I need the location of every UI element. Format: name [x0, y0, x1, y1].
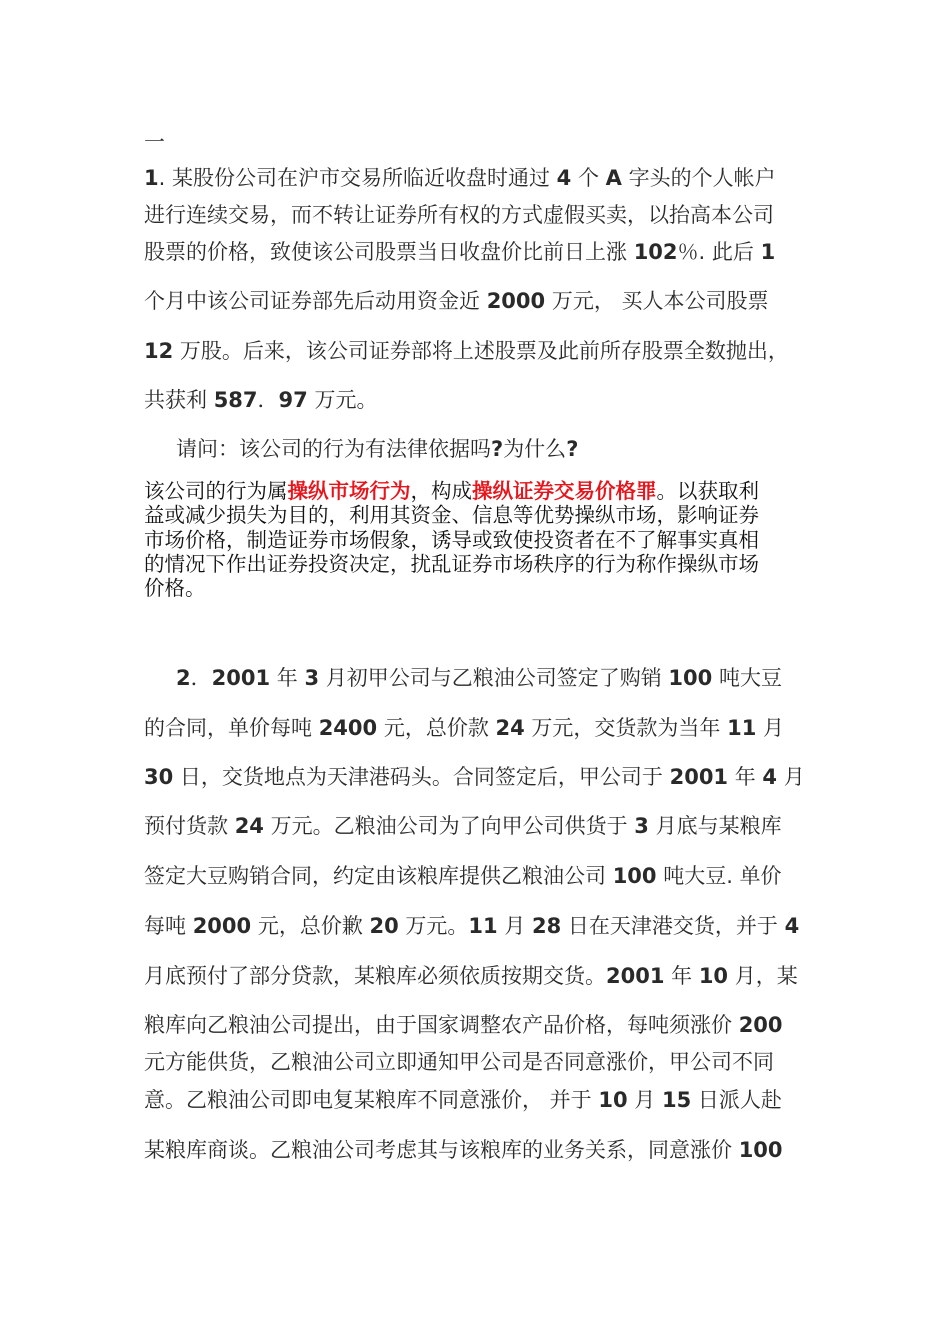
text-run: 万元， 买人本公司股票: [545, 289, 769, 313]
question-1-text-line: [144, 202, 774, 228]
answer-1-line: [144, 528, 759, 552]
question-2-text-line: [144, 863, 782, 889]
text-run: 预付货款: [144, 814, 235, 838]
highlighted-term: 操纵证券交易价格罪: [472, 479, 657, 503]
text-run: 月初甲公司与乙粮油公司签定了购销: [319, 666, 669, 690]
text-run: 益或减少损失为目的，利用其资金、信息等优势操纵市场，影响证券: [144, 503, 759, 527]
text-run: 元，总价款: [377, 716, 496, 740]
text-run: 年: [270, 666, 305, 690]
text-run: ．: [190, 666, 212, 690]
text-run: 587: [213, 388, 258, 412]
question-2-text-line: [144, 1137, 783, 1163]
text-run: 10: [698, 964, 729, 988]
text-run: 的合同，单价每吨: [144, 716, 319, 740]
text-run: 每吨: [144, 914, 193, 938]
text-run: 月底与某粮库: [648, 814, 782, 838]
question-2-text-line: [176, 665, 782, 691]
text-run: 万元。: [307, 388, 378, 412]
text-run: 3: [304, 666, 320, 690]
text-run: 市场价格，制造证券市场假象，诱导或致使投资者在不了解事实真相: [144, 528, 759, 552]
text-run: 日在天津港交货，并于: [561, 914, 785, 938]
text-run: ．: [257, 388, 279, 412]
question-2-text-line: [144, 813, 782, 839]
text-run: 100: [738, 1138, 783, 1162]
text-run: 20: [369, 914, 399, 938]
text-run: 2001: [211, 666, 271, 690]
text-run: 2001: [669, 765, 729, 789]
text-run: 月，某: [728, 964, 798, 988]
text-run: 万元。: [398, 914, 469, 938]
text-run: 个: [571, 166, 606, 190]
question-1-text-line: [144, 387, 377, 413]
text-run: 月: [627, 1088, 662, 1112]
question-1-text-line: [144, 239, 775, 265]
question-2-text-line: [144, 913, 799, 939]
text-run: 日派人赴: [691, 1088, 782, 1112]
text-run: 月: [777, 765, 805, 789]
question-1-prompt: [176, 436, 578, 462]
text-run: 日，交货地点为天津港码头。合同签定后，甲公司于: [173, 765, 670, 789]
text-run: . 某股份公司在沪市交易所临近收盘时通过: [158, 166, 557, 190]
text-run: 15: [661, 1088, 692, 1112]
text-run: 2001: [606, 964, 665, 988]
text-run: 100: [612, 864, 657, 888]
text-run: 97: [278, 388, 308, 412]
text-run: 月底预付了部分贷款，某粮库必须依质按期交货。: [144, 964, 606, 988]
text-run: 12: [144, 339, 174, 363]
text-run: 请问：该公司的行为有法律依据吗: [176, 437, 491, 461]
text-run: 元方能供货，乙粮油公司立即通知甲公司是否同意涨价，甲公司不同: [144, 1050, 774, 1074]
text-run: 万元。乙粮油公司为了向甲公司供货于: [263, 814, 635, 838]
text-run: 意。乙粮油公司即电复某粮库不同意涨价， 并于: [144, 1088, 599, 1112]
highlighted-term: 操纵市场行为: [287, 479, 411, 503]
text-run: 月: [756, 716, 785, 740]
question-2-text-line: [144, 715, 784, 741]
section-heading: 一: [144, 130, 165, 154]
answer-1-line: [144, 479, 759, 503]
text-run: 4: [762, 765, 778, 789]
text-run: 24: [234, 814, 264, 838]
text-run: 万元，交货款为当年: [524, 716, 728, 740]
text-run: 年: [664, 964, 699, 988]
text-run: 2400: [318, 716, 378, 740]
text-run: ，构成: [410, 479, 472, 503]
text-run: 11: [468, 914, 498, 938]
text-run: 。以获取利: [656, 479, 759, 503]
text-run: 进行连续交易，而不转让证券所有权的方式虚假买卖，以抬高本公司: [144, 203, 774, 227]
text-run: 吨大豆. 单价: [656, 864, 782, 888]
text-run: 10: [598, 1088, 628, 1112]
text-run: 元，总价歉: [251, 914, 370, 938]
text-run: 月: [497, 914, 533, 938]
question-2-text-line: [144, 1012, 783, 1038]
text-run: ％. 此后: [677, 240, 761, 264]
text-run: 粮库向乙粮油公司提出，由于国家调整农产品价格，每吨须涨价: [144, 1013, 739, 1037]
text-run: 4: [784, 914, 800, 938]
text-run: 11: [727, 716, 757, 740]
text-run: 该公司的行为属: [144, 479, 288, 503]
question-2-text-line: [144, 1049, 774, 1075]
question-2-text-line: [144, 963, 798, 989]
text-run: 1: [760, 240, 776, 264]
text-run: 4: [556, 166, 572, 190]
text-run: 1: [144, 166, 159, 190]
text-run: A: [605, 166, 622, 190]
text-run: 价格。: [144, 576, 206, 600]
text-run: 24: [495, 716, 525, 740]
text-run: ?: [491, 437, 504, 461]
text-run: 2: [176, 666, 191, 690]
text-run: 100: [668, 666, 713, 690]
text-run: 年: [728, 765, 763, 789]
text-run: 102: [633, 240, 678, 264]
text-run: ?: [566, 437, 579, 461]
text-run: 30: [144, 765, 174, 789]
question-1-text-line: [144, 288, 769, 314]
text-run: 个月中该公司证券部先后动用资金近: [144, 289, 487, 313]
text-run: 某粮库商谈。乙粮油公司考虑其与该粮库的业务关系，同意涨价: [144, 1138, 739, 1162]
answer-1-line: [144, 576, 206, 600]
question-1-text-line: [144, 165, 776, 191]
text-run: 28: [532, 914, 562, 938]
text-run: 2000: [486, 289, 546, 313]
text-run: 2000: [192, 914, 252, 938]
text-run: 股票的价格，致使该公司股票当日收盘价比前日上涨: [144, 240, 634, 264]
question-2-text-line: [144, 1087, 782, 1113]
text-run: 万股。后来，该公司证券部将上述股票及此前所存股票全数抛出，: [173, 339, 789, 363]
question-2-text-line: [144, 764, 805, 790]
text-run: 为什么: [503, 437, 567, 461]
text-run: 吨大豆: [712, 666, 782, 690]
answer-1-line: [144, 552, 759, 576]
question-1-text-line: [144, 338, 789, 364]
text-run: 3: [634, 814, 649, 838]
text-run: 200: [738, 1013, 783, 1037]
text-run: 字头的个人帐户: [621, 166, 776, 190]
text-run: 的情况下作出证券投资决定，扰乱证券市场秩序的行为称作操纵市场: [144, 552, 759, 576]
text-run: 签定大豆购销合同，约定由该粮库提供乙粮油公司: [144, 864, 613, 888]
text-run: 共获利: [144, 388, 214, 412]
answer-1-line: [144, 503, 759, 527]
